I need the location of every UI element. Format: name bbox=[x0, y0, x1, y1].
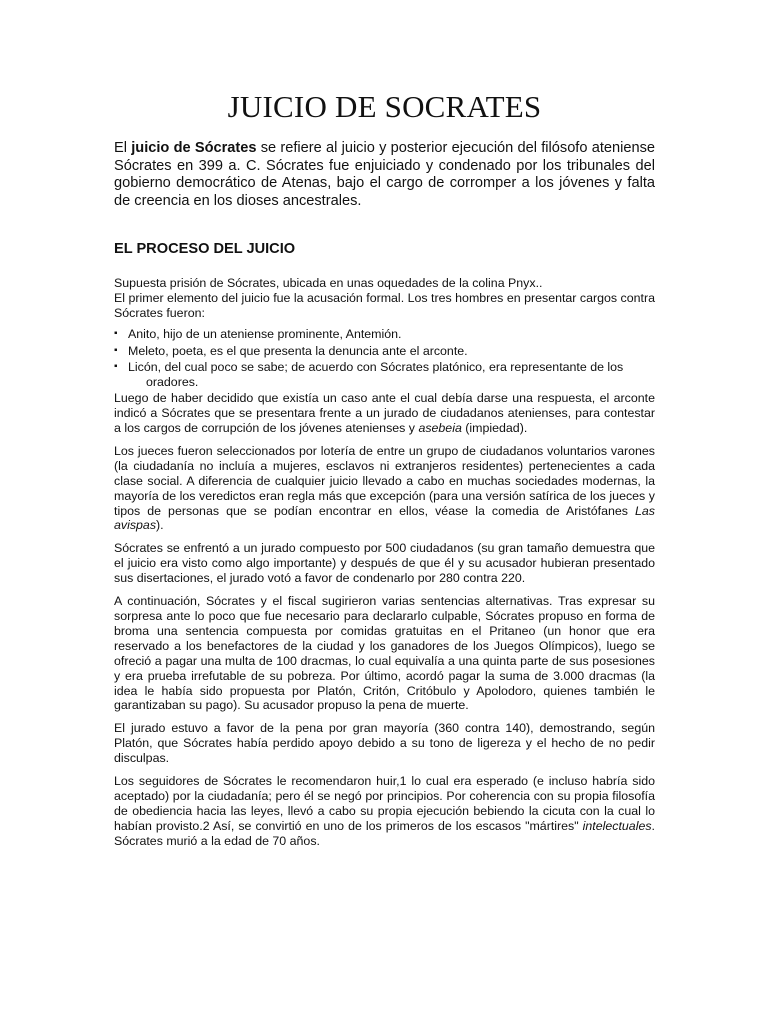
document-page bbox=[114, 88, 655, 857]
intro-rest: se refiere al juicio y posterior ejecución del filósofo ateniense Sócrates en 399 a. C. Sócrates fue enjuiciado y condenado por los tribunales del gobierno democrático de Atenas, bajo el cargo de corromper a los jóvenes y falta de creencia en los dioses ancestrales. bbox=[114, 140, 656, 209]
bullet-icon: ▪ bbox=[114, 344, 118, 356]
text-span: (impiedad). bbox=[461, 421, 528, 436]
text-span: Los seguidores de Sócrates le recomendaron huir,1 lo cual era esperado (e incluso habría sido aceptado) por la ciudadanía; pero él se negó por principios. Por coherencia con su propia filosofía de obediencia hacia las leyes, llevó a cabo su propia ejecución bebiendo la cicuta con la cual lo habían provisto.2 Así, se convirtió en uno de los primeros de los escasos "mártires" bbox=[114, 774, 655, 833]
bullet-icon: ▪ bbox=[114, 328, 118, 340]
text-span: Los jueces fueron seleccionados por lotería de entre un grupo de ciudadanos voluntarios varones (la ciudadanía no incluía a mujeres, esclavos ni extranjeros residentes) pertenecientes a cada clase social. A diferencia de cualquier juicio llevado a cabo en muchas sociedades modernas, la mayoría de los veredictos eran regla más que excepción (para una versión satírica de los jueces y tipos de personas que se podían encontrar en ellos, véase la comedia de Aristófanes bbox=[114, 443, 655, 518]
text-span: Luego de haber decidido que existía un caso ante el cual debía darse una respuesta, el arconte indicó a Sócrates que se presentara frente a un jurado de ciudadanos atenienses, para contestar a los cargos de corrupción de los jóvenes atenienses y bbox=[114, 391, 655, 436]
section-body bbox=[114, 276, 655, 848]
list-item bbox=[114, 344, 655, 359]
list-item-text: Licón, del cual poco se sabe; de acuerdo con Sócrates platónico, era representante de los bbox=[128, 359, 624, 374]
list-item bbox=[114, 360, 655, 390]
italic-term: asebeia bbox=[418, 421, 462, 436]
paragraph-verdict: El jurado estuvo a favor de la pena por gran mayoría (360 contra 140), demostrando, según Platón, que Sócrates había perdido apoyo debido a su tono de ligereza y el hecho de no pedir disculpas. bbox=[114, 721, 655, 766]
paragraph-judges bbox=[114, 444, 655, 533]
italic-term: Las avispas bbox=[114, 503, 655, 533]
bullet-icon: ▪ bbox=[114, 360, 118, 372]
intro-paragraph bbox=[114, 140, 655, 210]
intro-bold-term: juicio de Sócrates bbox=[131, 140, 257, 156]
paragraph-prison: Supuesta prisión de Sócrates, ubicada en unas oquedades de la colina Pnyx.. bbox=[114, 276, 543, 291]
section-heading: EL PROCESO DEL JUICIO bbox=[114, 241, 296, 258]
document-title: JUICIO DE SOCRATES bbox=[227, 89, 542, 124]
list-item bbox=[114, 327, 655, 342]
accusers-list bbox=[114, 327, 655, 390]
paragraph-accusation: El primer elemento del juicio fue la acusación formal. Los tres hombres en presentar cargos contra Sócrates fueron: bbox=[114, 291, 655, 321]
paragraph-followers bbox=[114, 774, 655, 849]
paragraph-arconte bbox=[114, 391, 655, 436]
list-item-text: Anito, hijo de un ateniense prominente, Antemión. bbox=[128, 327, 402, 342]
paragraph-sentences: A continuación, Sócrates y el fiscal sugirieron varias sentencias alternativas. Tras expresar su sorpresa ante lo poco que fue necesario para declararlo culpable, Sócrates propuso en forma de broma una sentencia compuesta por comidas gratuitas en el Pritaneo (un honor que era reservado a los benefactores de la ciudad y los ganadores de los Juegos Olímpicos), luego se ofreció a pagar una multa de 100 dracmas, lo cual equivalía a una quinta parte de sus posesiones y era prueba irrefutable de su pobreza. Por último, acordó pagar la suma de 3.000 dracmas (la idea le había sido propuesta por Platón, Critón, Critóbulo y Apolodoro, quienes también le garantizaban su pago). Su acusador propuso la pena de muerte. bbox=[114, 594, 655, 713]
paragraph-jury: Sócrates se enfrentó a un jurado compuesto por 500 ciudadanos (su gran tamaño demuestra que el juicio era visto como algo importante) y después de que él y su acusador hubieran presentado sus disertaciones, el jurado votó a favor de condenarlo por 280 contra 220. bbox=[114, 541, 655, 586]
intro-prefix: El bbox=[114, 140, 132, 156]
text-span: . Sócrates murió a la edad de 70 años. bbox=[114, 818, 655, 848]
list-item-continuation: oradores. bbox=[146, 374, 199, 389]
list-item-text: Meleto, poeta, es el que presenta la denuncia ante el arconte. bbox=[128, 343, 468, 358]
italic-term: intelectuales bbox=[582, 818, 652, 833]
text-span: ). bbox=[156, 518, 164, 533]
